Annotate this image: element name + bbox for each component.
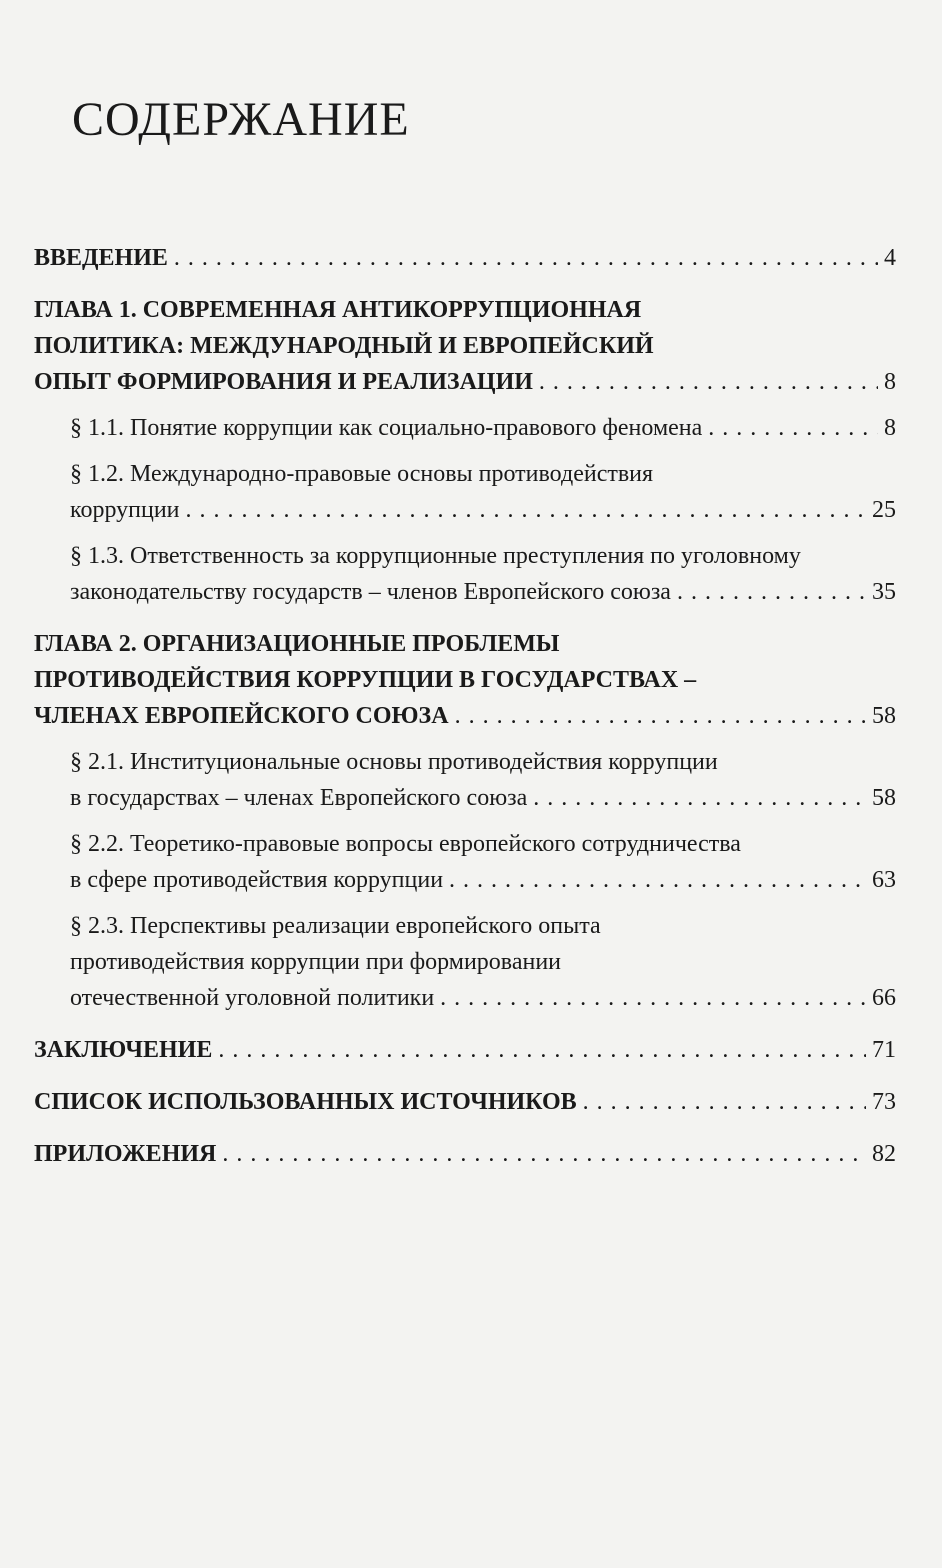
toc-entry-leader-line [34, 240, 896, 276]
toc-entry-title: в государствах – членах Европейского союза [70, 785, 528, 811]
toc-entry-leader-line [34, 364, 896, 400]
toc-entry-leader-line [34, 1032, 896, 1068]
toc-chapter-entry [34, 292, 896, 400]
toc-page-number: 35 [872, 579, 896, 605]
toc-entry-title: ПРИЛОЖЕНИЯ [34, 1141, 217, 1167]
toc-entry-title: ЧЛЕНАХ ЕВРОПЕЙСКОГО СОЮЗА [34, 703, 449, 729]
toc-chapter-entry [34, 1136, 896, 1172]
toc-entry-leader-line [70, 980, 896, 1016]
toc-entry-line: противодействия коррупции при формировании [70, 949, 562, 975]
toc-section-entry [34, 538, 896, 610]
toc-entry-leader-line [70, 492, 896, 528]
toc-entry-title: в сфере противодействия коррупции [70, 867, 444, 893]
dot-leader [218, 1032, 866, 1068]
dot-leader [533, 780, 866, 816]
toc-entry-title: § 1.1. Понятие коррупции как социально-правового феномена [70, 415, 703, 441]
toc-page-number: 58 [872, 703, 896, 729]
toc-section-entry [34, 456, 896, 528]
toc-entry-title: ЗАКЛЮЧЕНИЕ [34, 1037, 213, 1063]
toc-entry-line: ПРОТИВОДЕЙСТВИЯ КОРРУПЦИИ В ГОСУДАРСТВАХ – [34, 667, 697, 693]
toc-entry-title: коррупции [70, 497, 180, 523]
page-title: СОДЕРЖАНИЕ [72, 93, 410, 146]
toc-page-number: 63 [872, 867, 896, 893]
toc-entry-leader-line [70, 862, 896, 898]
toc-chapter-entry [34, 1032, 896, 1068]
toc-entry-line: ПОЛИТИКА: МЕЖДУНАРОДНЫЙ И ЕВРОПЕЙСКИЙ [34, 333, 654, 359]
dot-leader [440, 980, 866, 1016]
toc-page-number: 4 [884, 245, 896, 271]
toc-section-entry [34, 908, 896, 1016]
dot-leader [708, 410, 878, 446]
toc-page-number: 25 [872, 497, 896, 523]
toc-entry-leader-line [34, 1084, 896, 1120]
toc-entry-line: § 2.3. Перспективы реализации европейского опыта [70, 913, 601, 939]
toc-chapter-entry [34, 626, 896, 734]
toc-entry-leader-line [70, 410, 896, 446]
toc-chapter-entry [34, 1084, 896, 1120]
toc-entry-line: § 2.2. Теоретико-правовые вопросы европейского сотрудничества [70, 831, 741, 857]
dot-leader [455, 698, 866, 734]
toc-entry-leader-line [70, 574, 896, 610]
toc-entry-title: отечественной уголовной политики [70, 985, 435, 1011]
toc-entry-line: ГЛАВА 2. ОРГАНИЗАЦИОННЫЕ ПРОБЛЕМЫ [34, 631, 560, 657]
dot-leader [186, 492, 867, 528]
toc-page-number: 66 [872, 985, 896, 1011]
toc-section-entry [34, 744, 896, 816]
toc-page-number: 71 [872, 1037, 896, 1063]
toc-page-number: 82 [872, 1141, 896, 1167]
toc-entry-title: ОПЫТ ФОРМИРОВАНИЯ И РЕАЛИЗАЦИИ [34, 369, 533, 395]
dot-leader [539, 364, 878, 400]
dot-leader [583, 1084, 866, 1120]
toc-section-entry [34, 410, 896, 446]
toc-entry-title: законодательству государств – членов Европейского союза [70, 579, 671, 605]
toc-entry-line: § 1.3. Ответственность за коррупционные преступления по уголовному [70, 543, 801, 569]
dot-leader [222, 1136, 866, 1172]
toc-entry-title: СПИСОК ИСПОЛЬЗОВАННЫХ ИСТОЧНИКОВ [34, 1089, 577, 1115]
toc-page-number: 8 [884, 415, 896, 441]
toc-entry-line: ГЛАВА 1. СОВРЕМЕННАЯ АНТИКОРРУПЦИОННАЯ [34, 297, 642, 323]
toc-section-entry [34, 826, 896, 898]
toc-entry-leader-line [70, 780, 896, 816]
toc-entry-leader-line [34, 698, 896, 734]
toc-page-number: 58 [872, 785, 896, 811]
toc-entry-line: § 2.1. Институциональные основы противодействия коррупции [70, 749, 718, 775]
dot-leader [174, 240, 878, 276]
toc-entry-title: ВВЕДЕНИЕ [34, 245, 168, 271]
toc-chapter-entry [34, 240, 896, 276]
toc-page-number: 73 [872, 1089, 896, 1115]
toc-entry-line: § 1.2. Международно-правовые основы противодействия [70, 461, 654, 487]
toc-page-number: 8 [884, 369, 896, 395]
dot-leader [677, 574, 866, 610]
table-of-contents [34, 240, 896, 1172]
dot-leader [449, 862, 866, 898]
toc-entry-leader-line [34, 1136, 896, 1172]
